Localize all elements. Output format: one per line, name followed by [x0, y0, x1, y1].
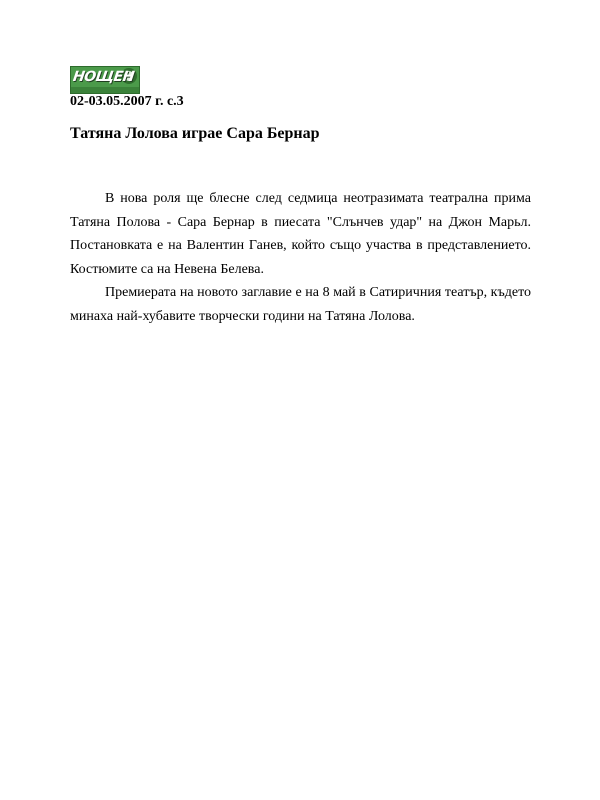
logo-text: НОЩЕН: [71, 69, 136, 85]
issue-date-line: 02-03.05.2007 г. с.3: [70, 94, 184, 109]
article-body: [70, 187, 531, 328]
article-paragraph: Премиерата на новото заглавие е на 8 май в Сатиричния театър, където минаха най-хубавите творчески години на Татяна Лолова.: [70, 285, 531, 324]
newspaper-logo: [70, 66, 140, 94]
article-title: Татяна Лолова играе Сара Бернар: [70, 125, 320, 142]
article-paragraph: В нова роля ще блесне след седмица неотразимата театрална прима Татяна Полова - Сара Бернар в пиесата "Слънчев удар" на Джон Марьл. Постановката е на Валентин Ганев, който също участва в представлението. Костюмите са на Невена Белева.: [70, 191, 531, 277]
